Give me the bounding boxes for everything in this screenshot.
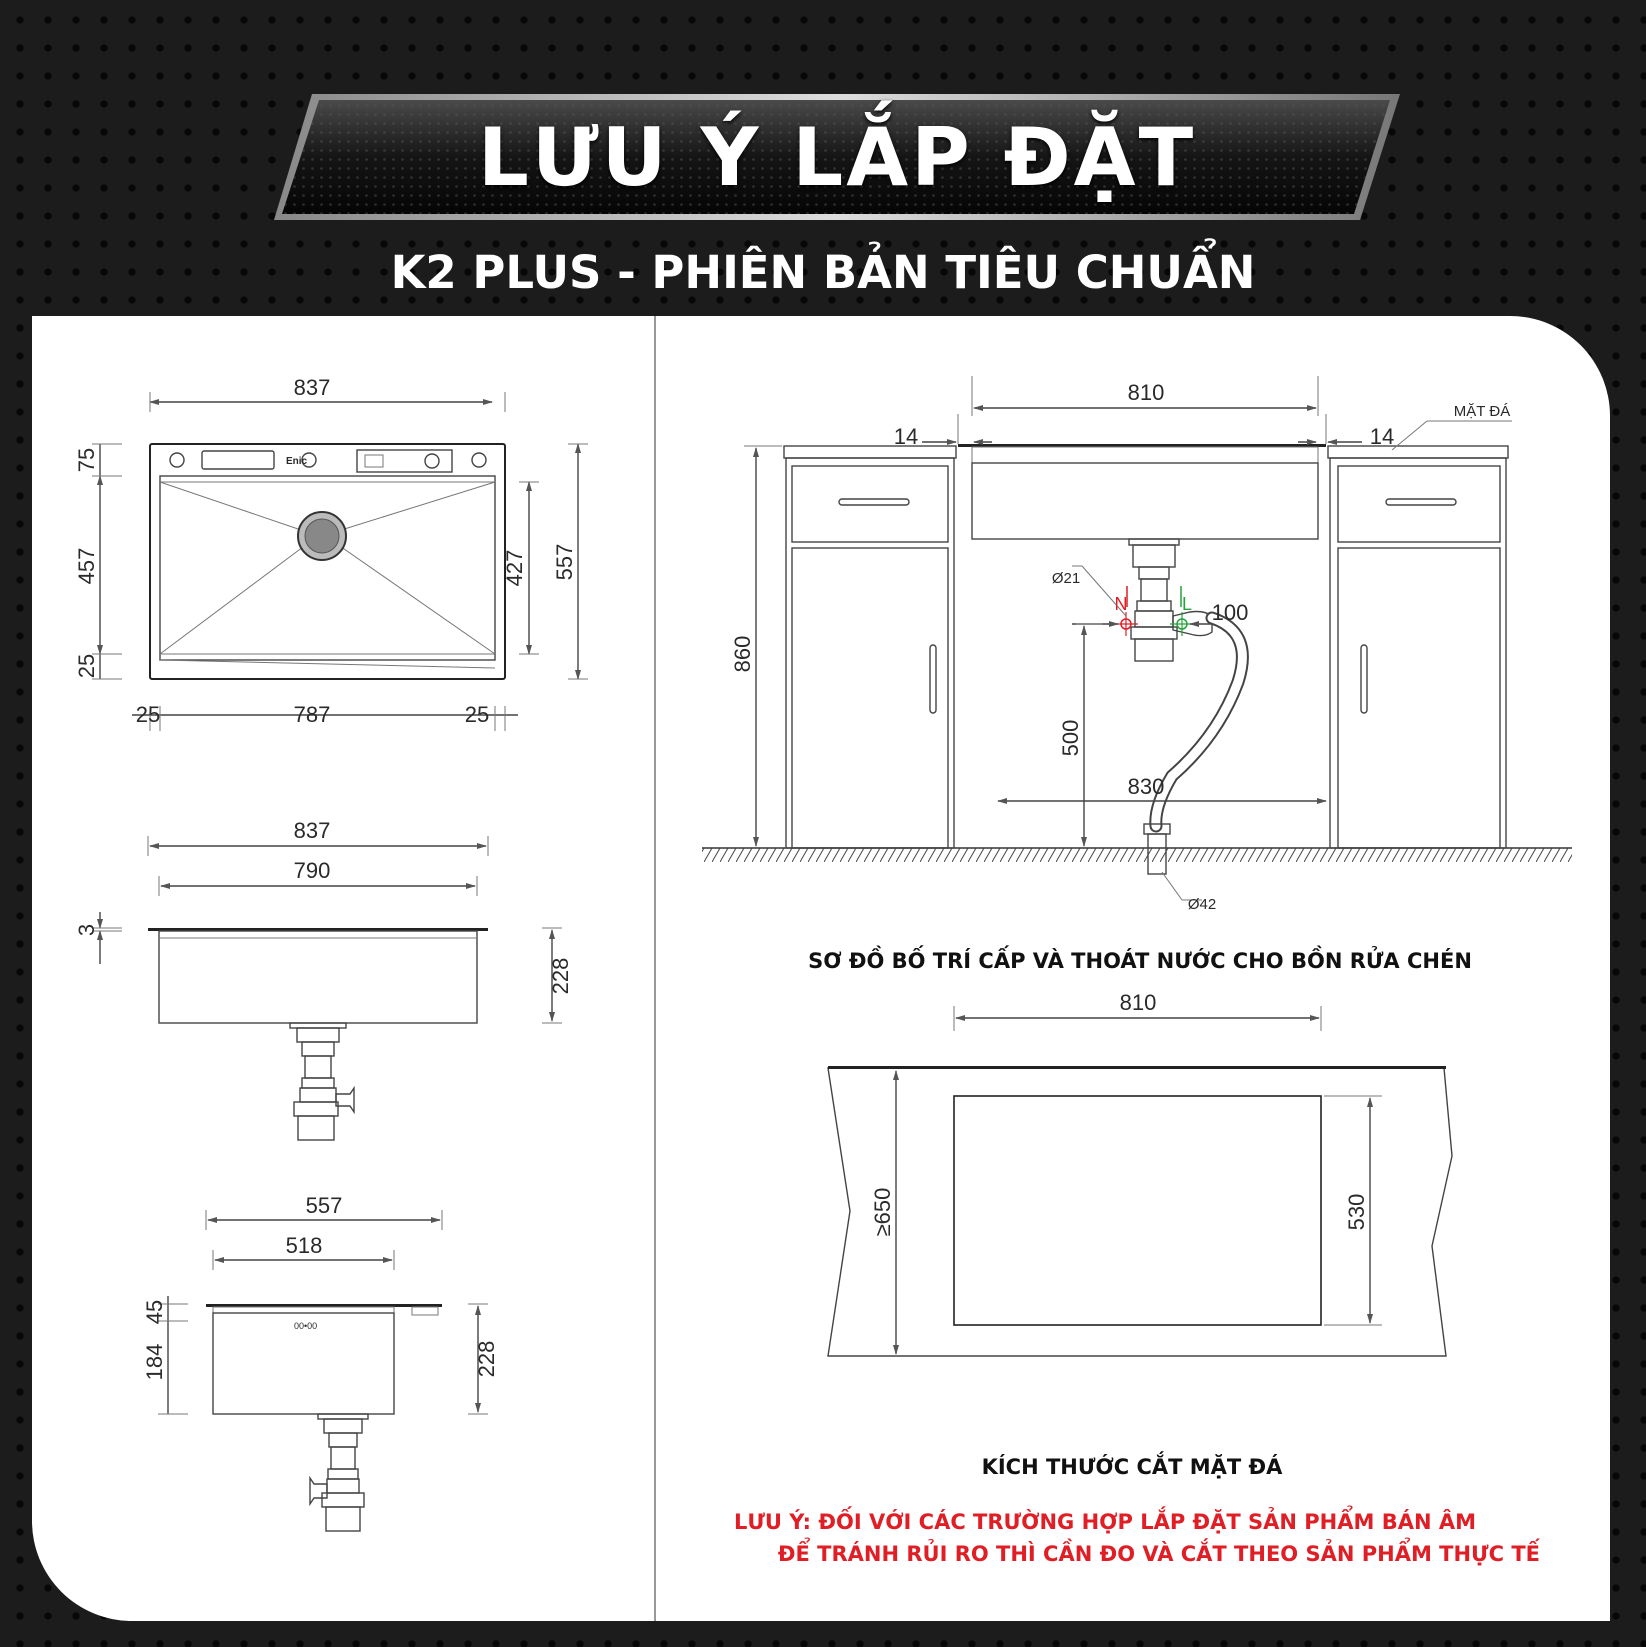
dim-side-right: 25 (464, 702, 490, 727)
stone-label: MẶT ĐÁ (1453, 403, 1511, 420)
installation-diagram (702, 444, 1572, 874)
dim-bowl-depth: 457 (74, 547, 99, 585)
svg-text:00•00: 00•00 (294, 1321, 318, 1331)
hot-inlet-label: N (1114, 594, 1128, 614)
dim-gap-left: 14 (893, 424, 919, 449)
installation-caption: SƠ ĐỒ BỐ TRÍ CẤP VÀ THOÁT NƯỚC CHO BỒN RỬA CHÉN (808, 949, 1472, 973)
drawing-panel (32, 316, 1610, 1621)
brand-logo: Enic (286, 456, 308, 467)
dim-side-left: 25 (135, 702, 161, 727)
dim-cabinet-gap: 830 (1127, 774, 1165, 799)
dim-rim: 3 (74, 923, 99, 937)
technical-drawing (32, 316, 1610, 1621)
dim-gap-right: 14 (1369, 424, 1395, 449)
dim-side-overall-depth: 557 (305, 1193, 343, 1218)
dim-side-bowl-height: 184 (142, 1343, 167, 1381)
inlet-diameter-label: Ø21 (1051, 570, 1081, 587)
cutout-dimensions (896, 1006, 1382, 1354)
dim-deck: 75 (74, 447, 99, 473)
cutout-caption: KÍCH THƯỚC CẮT MẶT ĐÁ (981, 1455, 1283, 1479)
front-view-drawing (148, 928, 488, 1140)
dim-front-overall-width: 837 (293, 818, 331, 843)
side-view-drawing (206, 1304, 442, 1531)
installation-dimensions (744, 376, 1512, 900)
note-line-1: LƯU Ý: ĐỐI VỚI CÁC TRƯỜNG HỢP LẮP ĐẶT SẢN PHẨM BÁN ÂM (734, 1510, 1476, 1534)
page-subtitle: K2 PLUS - PHIÊN BẢN TIÊU CHUẨN (390, 246, 1256, 299)
dim-front: 25 (74, 653, 99, 679)
dim-overall-width: 837 (293, 375, 331, 400)
dim-side-step: 45 (142, 1299, 167, 1325)
dim-bowl-width: 787 (293, 702, 331, 727)
note-line-2: ĐỂ TRÁNH RỦI RO THÌ CẦN ĐO VÀ CẮT THEO SẢN PHẨM THỰC TẾ (777, 1542, 1540, 1566)
title-banner (272, 92, 1402, 222)
dim-inner-depth: 427 (502, 549, 527, 587)
top-view-drawing (150, 444, 505, 679)
dim-cutout-width: 810 (1119, 990, 1157, 1015)
dim-front-height: 228 (548, 957, 573, 995)
dim-inlet-spacing: 100 (1211, 600, 1249, 625)
dim-side-bowl-depth: 518 (285, 1233, 323, 1258)
cold-inlet-label: L (1181, 594, 1193, 614)
dim-countertop-depth: ≥650 (870, 1187, 895, 1237)
dim-install-sink-width: 810 (1127, 380, 1165, 405)
dim-cabinet-height: 860 (730, 635, 755, 673)
dim-inlet-height: 500 (1058, 719, 1083, 757)
drain-diameter-label: Ø42 (1187, 896, 1217, 913)
dim-cut-depth: 530 (1344, 1193, 1369, 1231)
page-title: LƯU Ý LẮP ĐẶT (477, 110, 1197, 204)
dim-front-bowl-width: 790 (293, 858, 331, 883)
dim-overall-depth: 557 (552, 543, 577, 581)
dim-side-height: 228 (474, 1340, 499, 1378)
